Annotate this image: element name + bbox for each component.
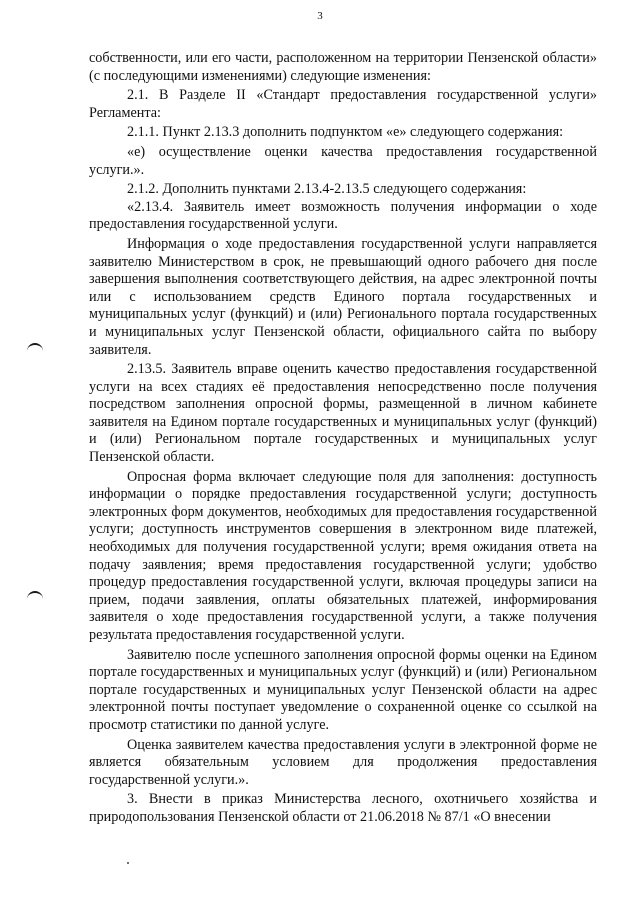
punch-hole-mark-lower (27, 591, 43, 600)
paragraph: 2.1.1. Пункт 2.13.3 дополнить подпунктом «е» следующего содержания: (127, 124, 564, 141)
paragraph: Информация о ходе предоставления государственной услуги направляется заявителю Министерством в срок, не превышающий одного рабочего дня после завершения выполнения соответствующего действия, на адрес электронной почты или с использованием средств Единого портала государственных и муниципальных услуг (функций) и (или) Регионального портала государственных и муниципальных услуг Пензенской области, официального сайта по выбору заявителя. (89, 235, 597, 358)
document-body (89, 50, 597, 827)
paragraph: собственности, или его части, расположенном на территории Пензенской области» (с последующими изменениями) следующие изменения: (89, 50, 597, 84)
paragraph: «2.13.4. Заявитель имеет возможность получения информации о ходе предоставления государственной услуги. (89, 198, 597, 233)
page-number: 3 (317, 10, 323, 22)
paragraph: 2.13.5. Заявитель вправе оценить качество предоставления государственной услуги на всех стадиях её предоставления непосредственно после получения посредством заполнения опросной формы, размещенной в личном кабинете заявителя на Едином портале государственных и муниципальных услуг (функций) и (или) Региональном портале государственных и муниципальных услуг Пензенской области. (89, 361, 597, 466)
paragraph: Опросная форма включает следующие поля для заполнения: доступность информации о порядке предоставления государственной услуги; доступность электронных форм документов, необходимых для предоставления государственной услуги; доступность инструментов совершения в электронном виде платежей, необходимых для получения государственной услуги; время ожидания ответа на подачу заявления; время предоставления государственной услуги; удобство процедур предоставления государственной услуги, включая процедуры записи на прием, подачи заявления, оплаты обязательных платежей, информирования заявителя о ходе предоставления государственной услуги, а также получения результата предоставления государственной услуги. (89, 468, 597, 643)
paragraph: Заявителю после успешного заполнения опросной формы оценки на Едином портале государственных и муниципальных услуг (функций) и (или) Региональном портале государственных и муниципальных услуг Пензенской области на адрес электронной почты поступает уведомление о сохраненной оценке со ссылкой на просмотр статистики по данной услуге. (89, 646, 597, 733)
paragraph: «е) осуществление оценки качества предоставления государственной услуги.». (89, 143, 597, 178)
scan-speck (127, 862, 129, 864)
paragraph: 2.1. В Разделе II «Стандарт предоставления государственной услуги» Регламента: (89, 87, 597, 121)
punch-hole-mark-upper (27, 343, 43, 352)
paragraph: 2.1.2. Дополнить пунктами 2.13.4-2.13.5 следующего содержания: (127, 181, 527, 198)
paragraph: 3. Внести в приказ Министерства лесного, охотничьего хозяйства и природопользования Пензенской области от 21.06.2018 № 87/1 «О внесении (89, 791, 597, 825)
paragraph: Оценка заявителем качества предоставления услуги в электронной форме не является обязательным условием для продолжения предоставления государственной услуги.». (89, 736, 597, 788)
